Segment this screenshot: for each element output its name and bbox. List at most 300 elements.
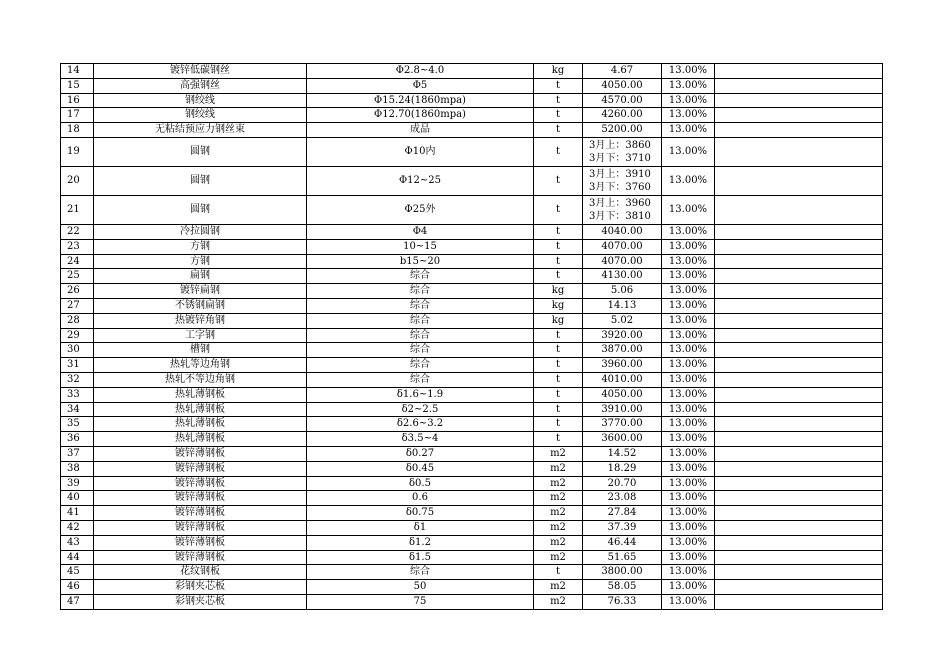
empty-cell	[715, 417, 883, 432]
price-cell	[583, 402, 662, 417]
price-cell	[583, 550, 662, 565]
material-name-cell: 镀锌薄钢板	[94, 506, 307, 521]
tax-rate-cell: 13.00%	[662, 284, 715, 299]
material-name-cell: 镀锌薄钢板	[94, 476, 307, 491]
material-name-cell: 方钢	[94, 254, 307, 269]
empty-cell	[715, 402, 883, 417]
table-row	[61, 284, 883, 299]
price-line: 3月上：3910	[589, 168, 651, 180]
price-cell	[583, 520, 662, 535]
price-line: 4570.00	[601, 94, 643, 106]
price-cell	[583, 387, 662, 402]
unit-cell: m2	[534, 476, 583, 491]
tax-rate-cell: 13.00%	[662, 550, 715, 565]
spec-cell: Φ5	[307, 78, 534, 93]
unit-cell: t	[534, 137, 583, 166]
tax-rate-cell: 13.00%	[662, 446, 715, 461]
price-line: 3月上：3960	[589, 197, 651, 209]
spec-cell: Φ12~25	[307, 166, 534, 195]
unit-cell: kg	[534, 284, 583, 299]
price-line: 14.13	[607, 299, 637, 311]
empty-cell	[715, 239, 883, 254]
empty-cell	[715, 461, 883, 476]
spec-cell: Φ2.8~4.0	[307, 64, 534, 79]
unit-cell: t	[534, 254, 583, 269]
spec-cell: δ1.6~1.9	[307, 387, 534, 402]
table-row	[61, 328, 883, 343]
unit-cell: t	[534, 239, 583, 254]
unit-cell: m2	[534, 520, 583, 535]
price-line: 58.05	[607, 581, 637, 593]
row-number-cell: 16	[61, 93, 94, 108]
unit-cell: t	[534, 108, 583, 123]
price-line: 4260.00	[601, 109, 643, 121]
row-number-cell: 43	[61, 535, 94, 550]
unit-cell: m2	[534, 550, 583, 565]
price-cell	[583, 372, 662, 387]
price-line: 3960.00	[601, 359, 643, 371]
spec-cell: 综合	[307, 298, 534, 313]
tax-rate-cell: 13.00%	[662, 580, 715, 595]
empty-cell	[715, 432, 883, 447]
empty-cell	[715, 358, 883, 373]
material-name-cell: 圆钢	[94, 166, 307, 195]
unit-cell: t	[534, 565, 583, 580]
price-line: 3910.00	[601, 403, 643, 415]
row-number-cell: 18	[61, 123, 94, 138]
price-line: 5.02	[610, 314, 634, 326]
table-row	[61, 594, 883, 609]
unit-cell: m2	[534, 461, 583, 476]
price-line: 4.67	[610, 65, 634, 76]
spec-cell: δ3.5~4	[307, 432, 534, 447]
material-name-cell: 彩钢夹芯板	[94, 580, 307, 595]
tax-rate-cell: 13.00%	[662, 78, 715, 93]
tax-rate-cell: 13.00%	[662, 476, 715, 491]
material-name-cell: 扁钢	[94, 269, 307, 284]
table-row	[61, 520, 883, 535]
spec-cell: 综合	[307, 343, 534, 358]
spec-cell: 综合	[307, 328, 534, 343]
row-number-cell: 32	[61, 372, 94, 387]
price-cell	[583, 594, 662, 609]
unit-cell: t	[534, 417, 583, 432]
spec-cell: δ0.5	[307, 476, 534, 491]
price-line: 4050.00	[601, 79, 643, 91]
empty-cell	[715, 298, 883, 313]
material-name-cell: 花纹钢板	[94, 565, 307, 580]
price-line: 4070.00	[601, 240, 643, 252]
price-line: 51.65	[607, 551, 637, 563]
row-number-cell: 37	[61, 446, 94, 461]
empty-cell	[715, 64, 883, 79]
row-number-cell: 46	[61, 580, 94, 595]
tax-rate-cell: 13.00%	[662, 565, 715, 580]
price-cell	[583, 535, 662, 550]
tax-rate-cell: 13.00%	[662, 93, 715, 108]
spec-cell: 综合	[307, 565, 534, 580]
price-cell	[583, 298, 662, 313]
table-row	[61, 387, 883, 402]
price-cell	[583, 269, 662, 284]
price-line: 3月下：3710	[589, 152, 651, 164]
unit-cell: t	[534, 343, 583, 358]
unit-cell: kg	[534, 64, 583, 79]
material-name-cell: 圆钢	[94, 137, 307, 166]
price-line: 18.29	[607, 462, 637, 474]
empty-cell	[715, 372, 883, 387]
unit-cell: t	[534, 123, 583, 138]
table-row	[61, 580, 883, 595]
table-row	[61, 123, 883, 138]
spec-cell: δ2.6~3.2	[307, 417, 534, 432]
table-row	[61, 535, 883, 550]
price-line: 5.06	[610, 285, 634, 297]
table-row	[61, 137, 883, 166]
row-number-cell: 26	[61, 284, 94, 299]
unit-cell: t	[534, 372, 583, 387]
spec-cell: δ1.5	[307, 550, 534, 565]
table-row	[61, 298, 883, 313]
price-line: 3月下：3760	[589, 181, 651, 193]
row-number-cell: 35	[61, 417, 94, 432]
material-name-cell: 钢绞线	[94, 108, 307, 123]
tax-rate-cell: 13.00%	[662, 343, 715, 358]
material-name-cell: 镀锌薄钢板	[94, 535, 307, 550]
spec-cell: 10~15	[307, 239, 534, 254]
unit-cell: m2	[534, 506, 583, 521]
price-line: 4010.00	[601, 373, 643, 385]
price-line: 4070.00	[601, 255, 643, 267]
price-cell	[583, 358, 662, 373]
table-row	[61, 313, 883, 328]
spec-cell: b15~20	[307, 254, 534, 269]
price-line: 20.70	[607, 477, 637, 489]
empty-cell	[715, 195, 883, 224]
unit-cell: t	[534, 224, 583, 239]
table-row	[61, 372, 883, 387]
spec-cell: 50	[307, 580, 534, 595]
material-name-cell: 热轧薄钢板	[94, 432, 307, 447]
table-row	[61, 239, 883, 254]
unit-cell: m2	[534, 594, 583, 609]
material-name-cell: 镀锌扁钢	[94, 284, 307, 299]
spec-cell: 0.6	[307, 491, 534, 506]
row-number-cell: 30	[61, 343, 94, 358]
price-cell	[583, 432, 662, 447]
material-name-cell: 热轧薄钢板	[94, 387, 307, 402]
empty-cell	[715, 520, 883, 535]
price-cell	[583, 328, 662, 343]
table-row	[61, 476, 883, 491]
table-row	[61, 108, 883, 123]
row-number-cell: 34	[61, 402, 94, 417]
price-cell	[583, 417, 662, 432]
price-line: 4130.00	[601, 270, 643, 282]
table-body	[61, 64, 883, 610]
row-number-cell: 44	[61, 550, 94, 565]
empty-cell	[715, 535, 883, 550]
table-row	[61, 224, 883, 239]
row-number-cell: 25	[61, 269, 94, 284]
material-name-cell: 热轧薄钢板	[94, 417, 307, 432]
row-number-cell: 38	[61, 461, 94, 476]
price-cell	[583, 506, 662, 521]
spec-cell: 综合	[307, 269, 534, 284]
price-cell	[583, 476, 662, 491]
spec-cell: Φ25外	[307, 195, 534, 224]
row-number-cell: 20	[61, 166, 94, 195]
material-name-cell: 镀锌薄钢板	[94, 550, 307, 565]
row-number-cell: 27	[61, 298, 94, 313]
row-number-cell: 23	[61, 239, 94, 254]
empty-cell	[715, 565, 883, 580]
unit-cell: t	[534, 432, 583, 447]
row-number-cell: 14	[61, 64, 94, 79]
unit-cell: t	[534, 328, 583, 343]
spec-cell: 成品	[307, 123, 534, 138]
material-name-cell: 镀锌薄钢板	[94, 491, 307, 506]
unit-cell: t	[534, 402, 583, 417]
spec-cell: Φ4	[307, 224, 534, 239]
spec-cell: δ0.45	[307, 461, 534, 476]
price-line: 3月上：3860	[589, 139, 651, 151]
empty-cell	[715, 166, 883, 195]
tax-rate-cell: 13.00%	[662, 491, 715, 506]
empty-cell	[715, 93, 883, 108]
table-row	[61, 432, 883, 447]
tax-rate-cell: 13.00%	[662, 64, 715, 79]
tax-rate-cell: 13.00%	[662, 123, 715, 138]
spec-cell: 75	[307, 594, 534, 609]
unit-cell: t	[534, 195, 583, 224]
unit-cell: t	[534, 387, 583, 402]
row-number-cell: 15	[61, 78, 94, 93]
tax-rate-cell: 13.00%	[662, 358, 715, 373]
table-row	[61, 446, 883, 461]
table-row	[61, 64, 883, 79]
spec-cell: δ1	[307, 520, 534, 535]
row-number-cell: 47	[61, 594, 94, 609]
empty-cell	[715, 594, 883, 609]
row-number-cell: 29	[61, 328, 94, 343]
material-name-cell: 热轧不等边角钢	[94, 372, 307, 387]
empty-cell	[715, 550, 883, 565]
table-row	[61, 166, 883, 195]
price-line: 27.84	[607, 507, 637, 519]
empty-cell	[715, 506, 883, 521]
tax-rate-cell: 13.00%	[662, 298, 715, 313]
price-cell	[583, 446, 662, 461]
unit-cell: t	[534, 166, 583, 195]
row-number-cell: 42	[61, 520, 94, 535]
row-number-cell: 39	[61, 476, 94, 491]
spec-cell: Φ10内	[307, 137, 534, 166]
price-line: 37.39	[607, 521, 637, 533]
table-row	[61, 402, 883, 417]
row-number-cell: 45	[61, 565, 94, 580]
material-name-cell: 彩钢夹芯板	[94, 594, 307, 609]
material-name-cell: 钢绞线	[94, 93, 307, 108]
price-cell	[583, 224, 662, 239]
price-cell	[583, 64, 662, 79]
tax-rate-cell: 13.00%	[662, 417, 715, 432]
unit-cell: t	[534, 93, 583, 108]
material-name-cell: 冷拉圆钢	[94, 224, 307, 239]
tax-rate-cell: 13.00%	[662, 313, 715, 328]
tax-rate-cell: 13.00%	[662, 520, 715, 535]
material-name-cell: 热镀锌角钢	[94, 313, 307, 328]
price-table	[60, 63, 883, 610]
table-row	[61, 417, 883, 432]
empty-cell	[715, 580, 883, 595]
price-line: 3920.00	[601, 329, 643, 341]
price-cell	[583, 254, 662, 269]
tax-rate-cell: 13.00%	[662, 594, 715, 609]
price-line: 5200.00	[601, 124, 643, 136]
unit-cell: t	[534, 358, 583, 373]
price-cell	[583, 284, 662, 299]
unit-cell: kg	[534, 298, 583, 313]
price-line: 3770.00	[601, 418, 643, 430]
material-name-cell: 热轧等边角钢	[94, 358, 307, 373]
material-name-cell: 热轧薄钢板	[94, 402, 307, 417]
tax-rate-cell: 13.00%	[662, 239, 715, 254]
price-cell	[583, 137, 662, 166]
material-name-cell: 无粘结预应力钢丝束	[94, 123, 307, 138]
empty-cell	[715, 78, 883, 93]
tax-rate-cell: 13.00%	[662, 137, 715, 166]
price-cell	[583, 461, 662, 476]
row-number-cell: 17	[61, 108, 94, 123]
price-line: 14.52	[607, 447, 637, 459]
table-row	[61, 565, 883, 580]
unit-cell: t	[534, 78, 583, 93]
tax-rate-cell: 13.00%	[662, 108, 715, 123]
price-line: 4050.00	[601, 388, 643, 400]
material-name-cell: 镀锌薄钢板	[94, 461, 307, 476]
empty-cell	[715, 491, 883, 506]
table-row	[61, 358, 883, 373]
empty-cell	[715, 476, 883, 491]
spec-cell: δ0.27	[307, 446, 534, 461]
price-cell	[583, 313, 662, 328]
row-number-cell: 21	[61, 195, 94, 224]
empty-cell	[715, 224, 883, 239]
table-row	[61, 491, 883, 506]
empty-cell	[715, 284, 883, 299]
tax-rate-cell: 13.00%	[662, 166, 715, 195]
spec-cell: δ0.75	[307, 506, 534, 521]
unit-cell: t	[534, 269, 583, 284]
spec-cell: Φ12.70(1860mpa)	[307, 108, 534, 123]
unit-cell: kg	[534, 313, 583, 328]
empty-cell	[715, 269, 883, 284]
empty-cell	[715, 313, 883, 328]
spec-cell: 综合	[307, 372, 534, 387]
tax-rate-cell: 13.00%	[662, 254, 715, 269]
price-line: 23.08	[607, 492, 637, 504]
tax-rate-cell: 13.00%	[662, 195, 715, 224]
empty-cell	[715, 123, 883, 138]
spec-cell: δ2~2.5	[307, 402, 534, 417]
spec-cell: 综合	[307, 313, 534, 328]
price-cell	[583, 491, 662, 506]
spec-cell: δ1.2	[307, 535, 534, 550]
tax-rate-cell: 13.00%	[662, 432, 715, 447]
table-row	[61, 195, 883, 224]
row-number-cell: 19	[61, 137, 94, 166]
table-row	[61, 461, 883, 476]
tax-rate-cell: 13.00%	[662, 506, 715, 521]
price-line: 4040.00	[601, 225, 643, 237]
empty-cell	[715, 446, 883, 461]
empty-cell	[715, 387, 883, 402]
empty-cell	[715, 343, 883, 358]
empty-cell	[715, 254, 883, 269]
material-name-cell: 镀锌薄钢板	[94, 520, 307, 535]
price-cell	[583, 108, 662, 123]
price-cell	[583, 195, 662, 224]
table-row	[61, 93, 883, 108]
row-number-cell: 41	[61, 506, 94, 521]
tax-rate-cell: 13.00%	[662, 328, 715, 343]
material-name-cell: 工字钢	[94, 328, 307, 343]
price-cell	[583, 343, 662, 358]
price-cell	[583, 93, 662, 108]
material-name-cell: 不锈钢扁钢	[94, 298, 307, 313]
price-line: 3600.00	[601, 433, 643, 445]
tax-rate-cell: 13.00%	[662, 387, 715, 402]
price-line: 3800.00	[601, 566, 643, 578]
unit-cell: m2	[534, 580, 583, 595]
price-line: 3月下：3810	[589, 210, 651, 222]
row-number-cell: 31	[61, 358, 94, 373]
tax-rate-cell: 13.00%	[662, 224, 715, 239]
tax-rate-cell: 13.00%	[662, 372, 715, 387]
spec-cell: 综合	[307, 284, 534, 299]
material-name-cell: 镀锌薄钢板	[94, 446, 307, 461]
unit-cell: m2	[534, 446, 583, 461]
price-cell	[583, 166, 662, 195]
price-cell	[583, 580, 662, 595]
table-row	[61, 78, 883, 93]
empty-cell	[715, 108, 883, 123]
price-line: 76.33	[607, 595, 637, 607]
material-name-cell: 方钢	[94, 239, 307, 254]
empty-cell	[715, 328, 883, 343]
spec-cell: Φ15.24(1860mpa)	[307, 93, 534, 108]
price-cell	[583, 123, 662, 138]
empty-cell	[715, 137, 883, 166]
price-cell	[583, 565, 662, 580]
table-row	[61, 269, 883, 284]
table-row	[61, 343, 883, 358]
price-line: 3870.00	[601, 344, 643, 356]
tax-rate-cell: 13.00%	[662, 402, 715, 417]
material-name-cell: 高强钢丝	[94, 78, 307, 93]
material-name-cell: 镀锌低碳钢丝	[94, 64, 307, 79]
row-number-cell: 33	[61, 387, 94, 402]
row-number-cell: 24	[61, 254, 94, 269]
table-row	[61, 550, 883, 565]
price-line: 46.44	[607, 536, 637, 548]
row-number-cell: 28	[61, 313, 94, 328]
table-row	[61, 254, 883, 269]
price-cell	[583, 78, 662, 93]
spec-cell: 综合	[307, 358, 534, 373]
material-name-cell: 槽钢	[94, 343, 307, 358]
